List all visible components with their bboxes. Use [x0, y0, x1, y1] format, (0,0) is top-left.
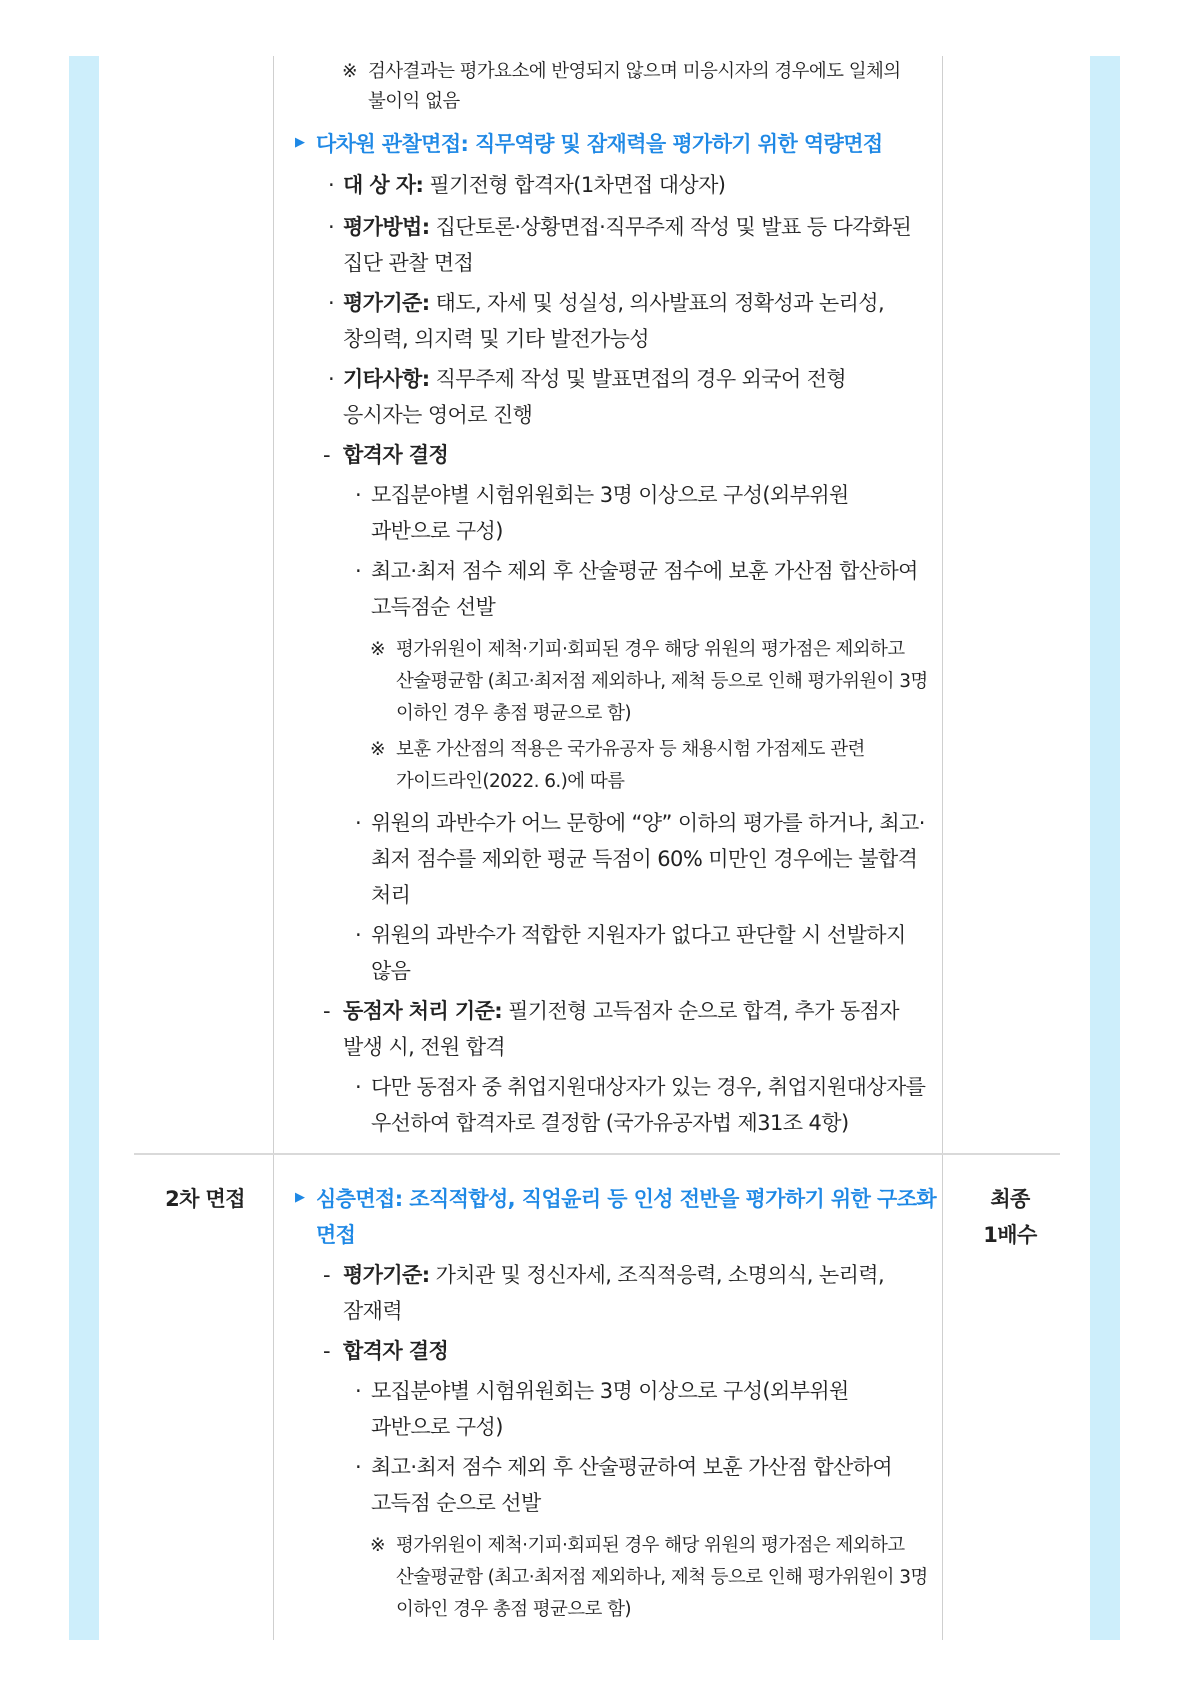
- subheading: 합격자 결정: [343, 443, 449, 467]
- list-item: 평가방법: 집단토론·상황면접·직무주제 작성 및 발표 등 다각화된: [343, 215, 912, 239]
- bullet: ·: [328, 215, 335, 239]
- list-item: 위원의 과반수가 어느 문항에 “양” 이하의 평가를 하거나, 최고·: [371, 811, 925, 835]
- list-item-cont: 과반으로 구성): [371, 1415, 503, 1439]
- result-label: 최종: [990, 1187, 1030, 1211]
- left-margin-band: [69, 56, 99, 1640]
- subheading: 동점자 처리 기준: 필기전형 고득점자 순으로 합격, 추가 동점자: [343, 999, 899, 1023]
- result-label: 1배수: [983, 1223, 1037, 1247]
- list-item: 다만 동점자 중 취업지원대상자가 있는 경우, 취업지원대상자를: [371, 1075, 926, 1099]
- note-text: 평가위원이 제척·기피·회피된 경우 해당 위원의 평가점은 제외하고: [396, 639, 905, 660]
- list-item: 최고·최저 점수 제외 후 산술평균하여 보훈 가산점 합산하여: [371, 1455, 893, 1479]
- list-item-cont: 과반으로 구성): [371, 519, 503, 543]
- bullet: ·: [355, 923, 362, 947]
- note-text: 평가위원이 제척·기피·회피된 경우 해당 위원의 평가점은 제외하고: [396, 1535, 905, 1556]
- list-item-cont: 창의력, 의지력 및 기타 발전가능성: [343, 327, 649, 351]
- section-heading-cont: 면접: [316, 1223, 356, 1247]
- list-item: 모집분야별 시험위원회는 3명 이상으로 구성(외부위원: [371, 483, 849, 507]
- dash: -: [323, 1339, 330, 1363]
- list-item-cont: 처리: [371, 883, 411, 907]
- note-mark: ※: [370, 639, 385, 660]
- list-item: 위원의 과반수가 적합한 지원자가 없다고 판단할 시 선발하지: [371, 923, 906, 947]
- section-heading: 심층면접: 조직적합성, 직업윤리 등 인성 전반을 평가하기 위한 구조화: [316, 1187, 937, 1211]
- note-mark: ※: [370, 739, 385, 760]
- bullet: ·: [328, 291, 335, 315]
- list-item-cont: 집단 관찰 면접: [343, 251, 474, 275]
- dash: -: [323, 999, 330, 1023]
- bullet: ·: [328, 367, 335, 391]
- list-item: 평가기준: 태도, 자세 및 성실성, 의사발표의 정확성과 논리성,: [343, 291, 885, 315]
- row-divider: [134, 1153, 1060, 1155]
- subheading: 합격자 결정: [343, 1339, 449, 1363]
- list-item: 기타사항: 직무주제 작성 및 발표면접의 경우 외국어 전형: [343, 367, 847, 391]
- list-item: 최고·최저 점수 제외 후 산술평균 점수에 보훈 가산점 합산하여: [371, 559, 918, 583]
- section-heading: 다차원 관찰면접: 직무역량 및 잠재력을 평가하기 위한 역량면접: [316, 132, 883, 156]
- list-item: 대 상 자: 필기전형 합격자(1차면접 대상자): [343, 173, 726, 197]
- dash: -: [323, 443, 330, 467]
- note-text: 검사결과는 평가요소에 반영되지 않으며 미응시자의 경우에도 일체의: [368, 61, 901, 82]
- stage-label: 2차 면접: [165, 1187, 245, 1211]
- note-mark: ※: [370, 1535, 385, 1556]
- list-item-cont: 고득점 순으로 선발: [371, 1491, 541, 1515]
- bullet: ·: [355, 559, 362, 583]
- note-text: 이하인 경우 총점 평균으로 함): [396, 1599, 631, 1620]
- bullet: ·: [355, 1379, 362, 1403]
- subheading: 평가기준: 가치관 및 정신자세, 조직적응력, 소명의식, 논리력,: [343, 1263, 885, 1287]
- column-divider-left: [273, 56, 274, 1640]
- list-item-cont: 잠재력: [343, 1299, 403, 1323]
- dash: -: [323, 1263, 330, 1287]
- bullet: ·: [355, 483, 362, 507]
- bullet: ·: [355, 811, 362, 835]
- list-item-cont: 않음: [371, 959, 411, 983]
- note-text: 불이익 없음: [368, 91, 460, 112]
- list-item-cont: 최저 점수를 제외한 평균 득점이 60% 미만인 경우에는 불합격: [371, 847, 918, 871]
- list-item-cont: 고득점순 선발: [371, 595, 496, 619]
- list-item-cont: 발생 시, 전원 합격: [343, 1035, 506, 1059]
- bullet: ·: [355, 1075, 362, 1099]
- note-text: 보훈 가산점의 적용은 국가유공자 등 채용시험 가점제도 관련: [396, 739, 865, 760]
- list-item-cont: 우선하여 합격자로 결정함 (국가유공자법 제31조 4항): [371, 1111, 849, 1135]
- note-text: 이하인 경우 총점 평균으로 함): [396, 703, 631, 724]
- list-item-cont: 응시자는 영어로 진행: [343, 403, 533, 427]
- bullet: ·: [328, 173, 335, 197]
- triangle-bullet-icon: ▶: [295, 135, 305, 150]
- column-divider-right: [942, 56, 943, 1640]
- note-mark: ※: [342, 61, 357, 82]
- note-text: 산술평균함 (최고·최저점 제외하나, 제척 등으로 인해 평가위원이 3명: [396, 671, 928, 692]
- right-margin-band: [1090, 56, 1120, 1640]
- note-text: 산술평균함 (최고·최저점 제외하나, 제척 등으로 인해 평가위원이 3명: [396, 1567, 928, 1588]
- bullet: ·: [355, 1455, 362, 1479]
- list-item: 모집분야별 시험위원회는 3명 이상으로 구성(외부위원: [371, 1379, 849, 1403]
- note-text: 가이드라인(2022. 6.)에 따름: [396, 771, 625, 792]
- triangle-bullet-icon: ▶: [295, 1190, 305, 1205]
